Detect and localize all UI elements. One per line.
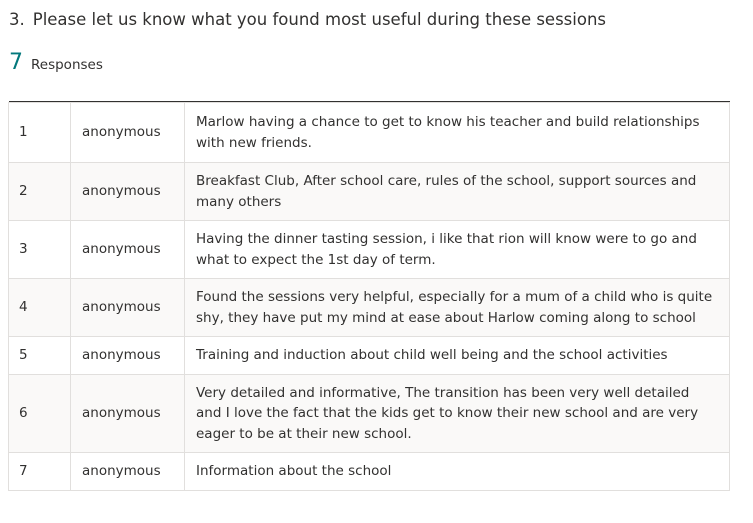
respondent-name: anonymous: [71, 163, 185, 221]
table-row: [9, 453, 730, 491]
response-text: Information about the school: [185, 453, 730, 491]
question-number: 3.: [9, 10, 25, 29]
question-title: [9, 9, 606, 31]
row-number: 7: [9, 453, 71, 491]
row-number: 1: [9, 103, 71, 163]
respondent-name: anonymous: [71, 279, 185, 337]
responses-table: [8, 101, 730, 491]
table-row: [9, 337, 730, 375]
table-row: [9, 279, 730, 337]
respondent-name: anonymous: [71, 103, 185, 163]
response-text: Training and induction about child well being and the school activities: [185, 337, 730, 375]
respondent-name: anonymous: [71, 453, 185, 491]
table-row: [9, 163, 730, 221]
row-number: 2: [9, 163, 71, 221]
response-text: Breakfast Club, After school care, rules of the school, support sources and many others: [185, 163, 730, 221]
response-count: 7: [9, 50, 23, 75]
response-text: Found the sessions very helpful, especially for a mum of a child who is quite shy, they have put my mind at ease about Harlow coming along to school: [185, 279, 730, 337]
response-text: Very detailed and informative, The transition has been very well detailed and I love the fact that the kids get to know their new school and are very eager to be at their new school.: [185, 374, 730, 453]
responses-summary: [9, 50, 103, 76]
response-text: Marlow having a chance to get to know his teacher and build relationships with new friends.: [185, 103, 730, 163]
row-number: 4: [9, 279, 71, 337]
table-row: [9, 374, 730, 453]
respondent-name: anonymous: [71, 221, 185, 279]
row-number: 3: [9, 221, 71, 279]
row-number: 6: [9, 374, 71, 453]
responses-label: Responses: [31, 57, 103, 73]
question-text: Please let us know what you found most useful during these sessions: [32, 10, 607, 29]
row-number: 5: [9, 337, 71, 375]
table-row: [9, 103, 730, 163]
table-row: [9, 221, 730, 279]
respondent-name: anonymous: [71, 337, 185, 375]
response-text: Having the dinner tasting session, i like that rion will know were to go and what to expect the 1st day of term.: [185, 221, 730, 279]
respondent-name: anonymous: [71, 374, 185, 453]
